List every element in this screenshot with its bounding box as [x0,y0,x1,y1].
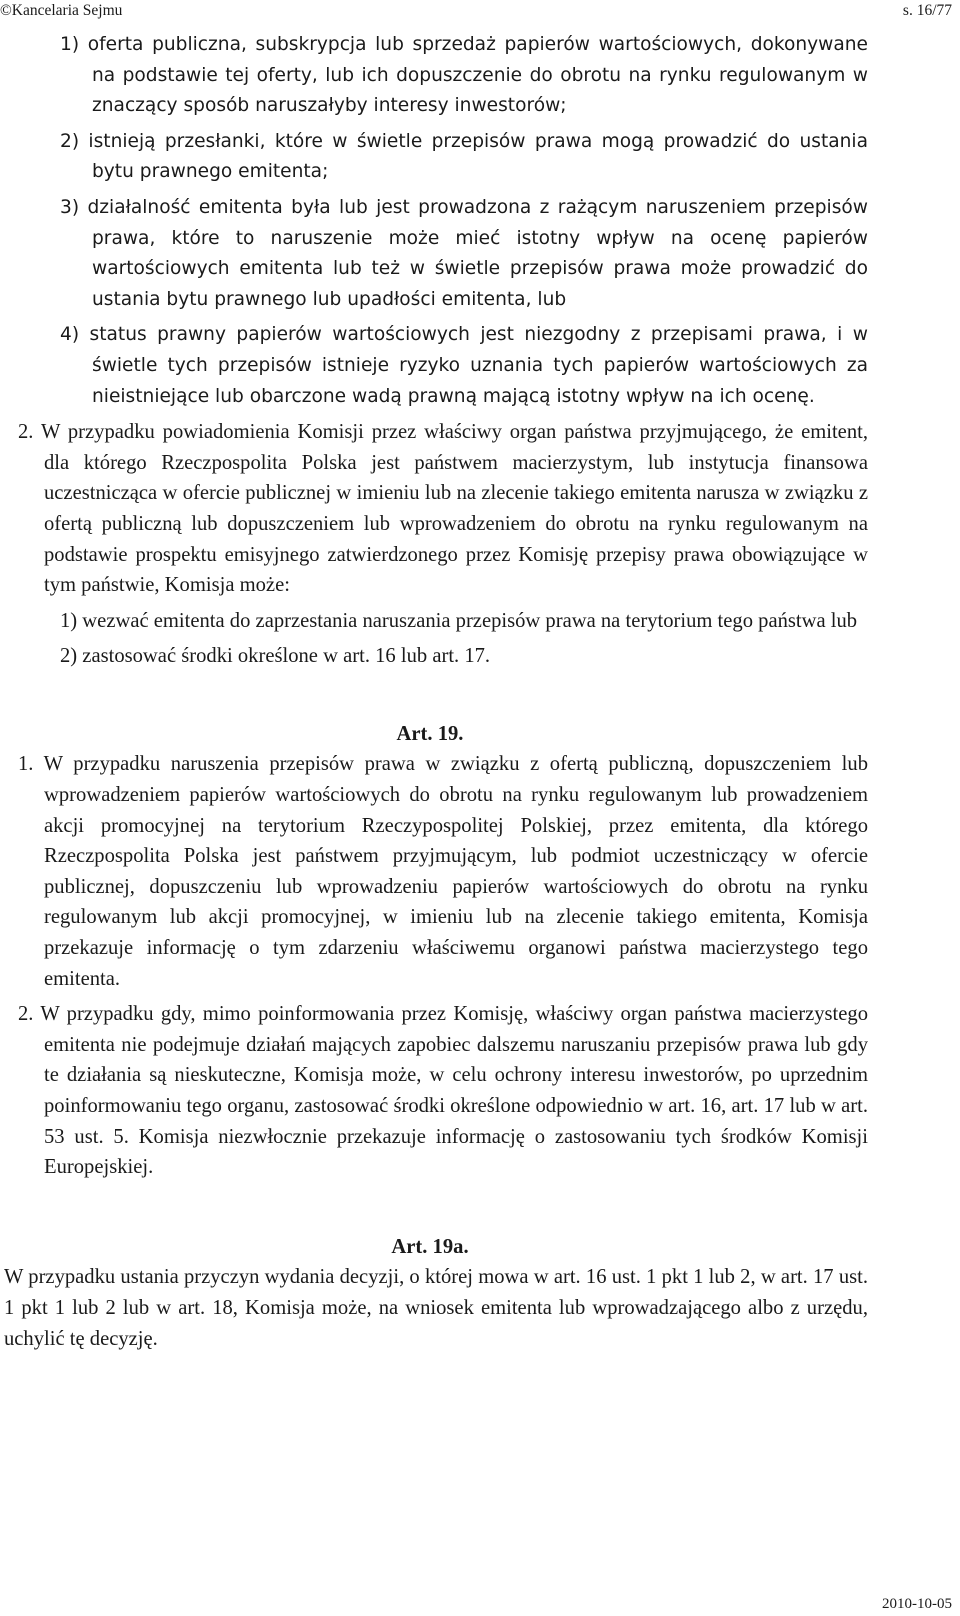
art-19-ust-1: 1. W przypadku naruszenia przepisów prawa w związku z ofertą publiczną, dopuszczeniem lub wprowadzeniem papierów wartościowych do obrotu na rynku regulowanym lub prowadzeniem akcji promocyjnej na terytorium Rzeczypospolitej Polskiej, przez emitenta, dla którego Rzeczpospolita Polska jest państwem przyjmującym, lub podmiot uczestniczący w ofercie publicznej, dopuszczeniu lub wprowadzeniu papierów wartościowych do obrotu na rynku regulowanym lub akcji promocyjnej, w imieniu lub na zlecenie takiego emitenta, Komisja przekazuje informację o tym zdarzeniu właściwemu organowi państwa macierzystego tego emitenta. [18,753,868,990]
page-number: s. 16/77 [902,2,952,19]
art-19-title: Art. 19. [396,722,464,745]
point-1: 1) oferta publiczna, subskrypcja lub sprzedaż papierów wartościowych, dokonywane na podstawie tej oferty, lub ich dopuszczenie do obrotu na rynku regulowanym w znaczący sposób naruszałyby interesy inwestorów; [60,34,868,117]
art-19-ust-2: 2. W przypadku gdy, mimo poinformowania przez Komisję, właściwy organ państwa macierzystego emitenta nie podejmuje działań mających zapobiec dalszemu naruszaniu przepisów prawa lub gdy te działania są nieskuteczne, Komisja może, w celu ochrony interesu inwestorów, po uprzednim poinformowaniu tego organu, zastosować środki określone odpowiednio w art. 16, art. 17 lub w art. 53 ust. 5. Komisja niezwłocznie przekazuje informację o zastosowaniu tych środków Komisji Europejskiej. [18,1003,868,1179]
point-3: 3) działalność emitenta była lub jest prowadzona z rażącym naruszeniem przepisów prawa, które to naruszenie może mieć istotny wpływ na ocenę papierów wartościowych emitenta lub też w świetle przepisów prawa może prowadzić do ustania bytu prawnego lub upadłości emitenta, lub [60,196,868,310]
page-header [0,0,960,22]
art-19a-text: W przypadku ustania przyczyn wydania decyzji, o której mowa w art. 16 ust. 1 pkt 1 lub 2, w art. 17 ust. 1 pkt 1 lub 2 lub w art. 18, Komisja może, na wniosek emitenta lub wprowadzającego albo z urzędu, uchylić tę decyzję. [4,1266,868,1350]
copyright-label: ©Kancelaria Sejmu [0,2,123,19]
footer-date: 2010-10-05 [882,1596,952,1612]
art-19a-title: Art. 19a. [391,1235,469,1258]
ust-2-point-2: 2) zastosować środki określone w art. 16 lub art. 17. [60,645,491,668]
ust-2-point-1: 1) wezwać emitenta do zaprzestania naruszania przepisów prawa na terytorium tego państwa lub [60,609,858,632]
point-2: 2) istnieją przesłanki, które w świetle przepisów prawa mogą prowadzić do ustania bytu prawnego emitenta; [60,130,868,183]
ust-2: 2. W przypadku powiadomienia Komisji przez właściwy organ państwa przyjmującego, że emitent, dla którego Rzeczpospolita Polska jest państwem macierzystym, lub instytucja finansowa uczestnicząca w ofercie publicznej w imieniu lub na zlecenie takiego emitenta narusza w związku z ofertą publiczną lub dopuszczeniem lub wprowadzeniem do obrotu na rynku regulowanym na podstawie prospektu emisyjnego zatwierdzonego przez Komisję przepisy prawa obowiązujące w tym państwie, Komisja może: [18,421,868,597]
document-body [0,30,960,1354]
point-4: 4) status prawny papierów wartościowych jest niezgodny z przepisami prawa, i w świetle tych przepisów istnieje ryzyko uznania tych papierów wartościowych za nieistniejące lub obarczone wadą prawną mającą istotny wpływ na ich ocenę. [60,324,868,407]
